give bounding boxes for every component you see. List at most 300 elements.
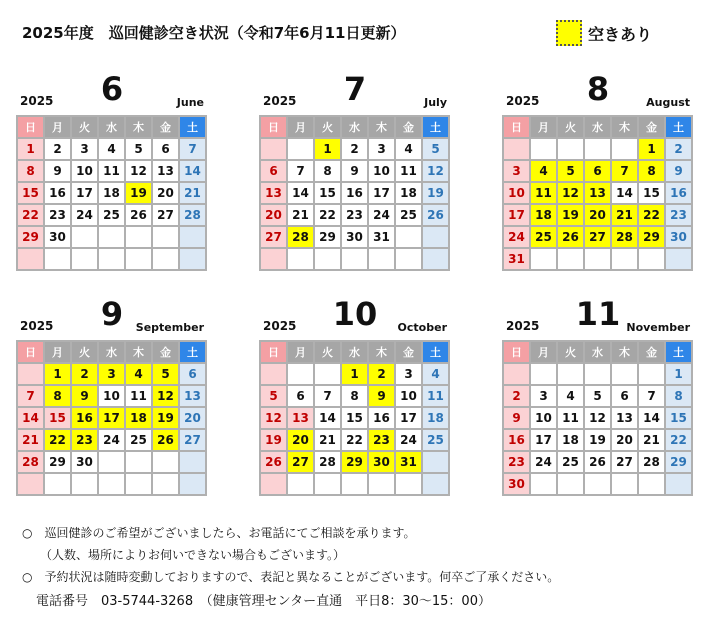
- day-cell: [611, 363, 638, 385]
- day-cell: 30: [665, 226, 692, 248]
- calendar-month-number: 11: [575, 295, 621, 333]
- day-cell: 16: [341, 182, 368, 204]
- day-cell: 25: [125, 429, 152, 451]
- day-cell: 11: [422, 385, 449, 407]
- note-line: ○ 巡回健診のご希望がございましたら、お電話にてご相談を承ります。: [22, 526, 416, 540]
- day-cell: [152, 451, 179, 473]
- day-cell: 14: [287, 182, 314, 204]
- weekday-header: 木: [125, 341, 152, 363]
- weekday-header: 金: [395, 116, 422, 138]
- day-cell: 14: [179, 160, 206, 182]
- day-cell: 4: [422, 363, 449, 385]
- day-cell: 24: [503, 226, 530, 248]
- day-cell: 2: [71, 363, 98, 385]
- day-cell: 29: [44, 451, 71, 473]
- weekday-header: 水: [584, 341, 611, 363]
- day-cell: 16: [44, 182, 71, 204]
- day-cell: [125, 473, 152, 495]
- day-cell: 10: [530, 407, 557, 429]
- day-cell: 26: [584, 451, 611, 473]
- day-cell: 1: [341, 363, 368, 385]
- day-cell: 28: [314, 451, 341, 473]
- day-cell: 25: [557, 451, 584, 473]
- day-cell: 7: [611, 160, 638, 182]
- day-cell: [125, 226, 152, 248]
- weekday-header: 日: [260, 341, 287, 363]
- day-cell: 3: [368, 138, 395, 160]
- day-cell: 28: [638, 451, 665, 473]
- day-cell: 21: [314, 429, 341, 451]
- day-cell: [287, 363, 314, 385]
- day-cell: [665, 473, 692, 495]
- weekday-header: 月: [530, 116, 557, 138]
- day-cell: 9: [71, 385, 98, 407]
- day-cell: 9: [665, 160, 692, 182]
- day-cell: 1: [17, 138, 44, 160]
- day-cell: 29: [17, 226, 44, 248]
- note-line: ○ 予約状況は随時変動しておりますので、表記と異なることがございます。何卒ご了承ください。: [22, 570, 560, 584]
- day-cell: 10: [98, 385, 125, 407]
- day-cell: [368, 473, 395, 495]
- day-cell: 27: [611, 451, 638, 473]
- weekday-header: 水: [98, 116, 125, 138]
- day-cell: 2: [368, 363, 395, 385]
- weekday-header: 木: [611, 341, 638, 363]
- day-cell: 21: [287, 204, 314, 226]
- weekday-header: 土: [422, 341, 449, 363]
- day-cell: 29: [341, 451, 368, 473]
- day-cell: [125, 451, 152, 473]
- day-cell: 26: [260, 451, 287, 473]
- notes: [22, 522, 559, 588]
- day-cell: 31: [503, 248, 530, 270]
- day-cell: 8: [314, 160, 341, 182]
- day-cell: 23: [71, 429, 98, 451]
- day-cell: [287, 248, 314, 270]
- weekday-header: 水: [98, 341, 125, 363]
- day-cell: [341, 473, 368, 495]
- day-cell: 22: [44, 429, 71, 451]
- day-cell: 11: [98, 160, 125, 182]
- day-cell: 6: [611, 385, 638, 407]
- day-cell: [314, 248, 341, 270]
- day-cell: [71, 226, 98, 248]
- day-cell: [314, 473, 341, 495]
- day-cell: [260, 138, 287, 160]
- day-cell: 27: [260, 226, 287, 248]
- day-cell: 21: [638, 429, 665, 451]
- day-cell: 20: [260, 204, 287, 226]
- weekday-header: 日: [503, 116, 530, 138]
- weekday-header: 月: [287, 116, 314, 138]
- day-cell: 4: [530, 160, 557, 182]
- weekday-header: 日: [17, 341, 44, 363]
- day-cell: 6: [260, 160, 287, 182]
- day-cell: 23: [44, 204, 71, 226]
- day-cell: [17, 248, 44, 270]
- day-cell: 26: [125, 204, 152, 226]
- day-cell: 14: [638, 407, 665, 429]
- day-cell: [584, 473, 611, 495]
- day-cell: 26: [422, 204, 449, 226]
- day-cell: 10: [395, 385, 422, 407]
- weekday-header: 日: [17, 116, 44, 138]
- day-cell: 7: [287, 160, 314, 182]
- weekday-header: 土: [422, 116, 449, 138]
- day-cell: 15: [17, 182, 44, 204]
- page-title: 2025年度 巡回健診空き状況（令和7年6月11日更新）: [22, 24, 406, 42]
- day-cell: 8: [341, 385, 368, 407]
- day-cell: 18: [557, 429, 584, 451]
- calendar-month-number: 9: [100, 295, 124, 333]
- day-cell: 24: [71, 204, 98, 226]
- legend-swatch: [556, 20, 582, 46]
- day-cell: 6: [584, 160, 611, 182]
- calendar-month-number: 6: [100, 70, 124, 108]
- day-cell: 30: [341, 226, 368, 248]
- phone-info: 電話番号 03-5744-3268 （健康管理センター直通 平日8：30～15：00）: [36, 594, 491, 609]
- day-cell: [98, 451, 125, 473]
- day-cell: [557, 473, 584, 495]
- day-cell: 18: [422, 407, 449, 429]
- day-cell: [395, 248, 422, 270]
- day-cell: 1: [638, 138, 665, 160]
- day-cell: [44, 473, 71, 495]
- day-cell: 31: [368, 226, 395, 248]
- weekday-header: 木: [611, 116, 638, 138]
- day-cell: 6: [179, 363, 206, 385]
- day-cell: [584, 138, 611, 160]
- day-cell: 22: [638, 204, 665, 226]
- day-cell: 9: [368, 385, 395, 407]
- day-cell: [530, 248, 557, 270]
- calendar-month-name: June: [176, 96, 204, 109]
- day-cell: 11: [395, 160, 422, 182]
- day-cell: 3: [71, 138, 98, 160]
- weekday-header: 木: [125, 116, 152, 138]
- day-cell: [98, 473, 125, 495]
- day-cell: [638, 363, 665, 385]
- day-cell: 8: [638, 160, 665, 182]
- day-cell: 5: [152, 363, 179, 385]
- day-cell: 19: [584, 429, 611, 451]
- day-cell: [17, 363, 44, 385]
- day-cell: 5: [260, 385, 287, 407]
- day-cell: 1: [665, 363, 692, 385]
- day-cell: 19: [125, 182, 152, 204]
- day-cell: 21: [17, 429, 44, 451]
- day-cell: 25: [530, 226, 557, 248]
- day-cell: 18: [395, 182, 422, 204]
- day-cell: 25: [98, 204, 125, 226]
- day-cell: [179, 473, 206, 495]
- day-cell: [287, 473, 314, 495]
- day-cell: 2: [503, 385, 530, 407]
- day-cell: [260, 363, 287, 385]
- weekday-header: 木: [368, 116, 395, 138]
- day-cell: [125, 248, 152, 270]
- day-cell: 15: [341, 407, 368, 429]
- weekday-header: 火: [557, 116, 584, 138]
- calendar-month-name: July: [424, 96, 447, 109]
- day-cell: 19: [557, 204, 584, 226]
- weekday-header: 日: [260, 116, 287, 138]
- day-cell: 20: [611, 429, 638, 451]
- day-cell: 5: [422, 138, 449, 160]
- day-cell: 20: [152, 182, 179, 204]
- weekday-header: 金: [638, 341, 665, 363]
- calendar-month-name: August: [646, 96, 690, 109]
- day-cell: [638, 473, 665, 495]
- day-cell: 28: [287, 226, 314, 248]
- day-cell: 18: [98, 182, 125, 204]
- day-cell: [530, 138, 557, 160]
- weekday-header: 月: [530, 341, 557, 363]
- weekday-header: 金: [638, 116, 665, 138]
- weekday-header: 土: [665, 341, 692, 363]
- day-cell: 27: [584, 226, 611, 248]
- day-cell: [584, 248, 611, 270]
- day-cell: 30: [71, 451, 98, 473]
- day-cell: 5: [125, 138, 152, 160]
- day-cell: [260, 248, 287, 270]
- day-cell: 18: [125, 407, 152, 429]
- day-cell: 29: [665, 451, 692, 473]
- weekday-header: 火: [314, 341, 341, 363]
- day-cell: 17: [71, 182, 98, 204]
- day-cell: 17: [368, 182, 395, 204]
- day-cell: 23: [341, 204, 368, 226]
- legend: [556, 20, 652, 46]
- weekday-header: 月: [287, 341, 314, 363]
- calendar-month-name: October: [397, 321, 447, 334]
- day-cell: 11: [557, 407, 584, 429]
- calendar-grid: [502, 115, 693, 271]
- day-cell: 11: [125, 385, 152, 407]
- day-cell: [17, 473, 44, 495]
- day-cell: 12: [260, 407, 287, 429]
- day-cell: 22: [314, 204, 341, 226]
- day-cell: [98, 226, 125, 248]
- calendar-year: 2025: [506, 94, 540, 108]
- weekday-header: 日: [503, 341, 530, 363]
- day-cell: [422, 226, 449, 248]
- day-cell: 8: [665, 385, 692, 407]
- day-cell: 17: [395, 407, 422, 429]
- day-cell: 7: [179, 138, 206, 160]
- day-cell: 19: [152, 407, 179, 429]
- day-cell: [503, 138, 530, 160]
- calendar-grid: [16, 115, 207, 271]
- calendar-year: 2025: [263, 94, 297, 108]
- day-cell: 21: [611, 204, 638, 226]
- day-cell: 6: [287, 385, 314, 407]
- day-cell: 14: [611, 182, 638, 204]
- day-cell: 18: [530, 204, 557, 226]
- day-cell: 19: [260, 429, 287, 451]
- calendar-month-name: September: [135, 321, 204, 334]
- day-cell: 26: [152, 429, 179, 451]
- weekday-header: 火: [557, 341, 584, 363]
- day-cell: 3: [503, 160, 530, 182]
- day-cell: 13: [179, 385, 206, 407]
- day-cell: 30: [368, 451, 395, 473]
- day-cell: 17: [503, 204, 530, 226]
- day-cell: 2: [341, 138, 368, 160]
- day-cell: [665, 248, 692, 270]
- day-cell: 20: [584, 204, 611, 226]
- day-cell: 13: [584, 182, 611, 204]
- weekday-header: 月: [44, 116, 71, 138]
- weekday-header: 金: [395, 341, 422, 363]
- day-cell: 23: [368, 429, 395, 451]
- day-cell: 13: [260, 182, 287, 204]
- calendar-month-number: 8: [586, 70, 610, 108]
- day-cell: [152, 226, 179, 248]
- day-cell: 22: [341, 429, 368, 451]
- day-cell: 16: [503, 429, 530, 451]
- day-cell: 30: [44, 226, 71, 248]
- day-cell: 16: [71, 407, 98, 429]
- day-cell: [395, 473, 422, 495]
- note-line: （人数、場所によりお伺いできない場合もございます。）: [22, 548, 346, 562]
- day-cell: [638, 248, 665, 270]
- day-cell: [503, 363, 530, 385]
- day-cell: [341, 248, 368, 270]
- day-cell: 22: [17, 204, 44, 226]
- day-cell: 28: [179, 204, 206, 226]
- day-cell: [179, 226, 206, 248]
- day-cell: 3: [530, 385, 557, 407]
- weekday-header: 月: [44, 341, 71, 363]
- day-cell: 16: [368, 407, 395, 429]
- day-cell: 12: [584, 407, 611, 429]
- day-cell: 3: [395, 363, 422, 385]
- day-cell: 7: [17, 385, 44, 407]
- calendar-month-number: 10: [332, 295, 378, 333]
- day-cell: 12: [152, 385, 179, 407]
- day-cell: 8: [44, 385, 71, 407]
- weekday-header: 金: [152, 341, 179, 363]
- calendar-grid: [502, 340, 693, 496]
- day-cell: 27: [287, 451, 314, 473]
- day-cell: [557, 138, 584, 160]
- weekday-header: 土: [665, 116, 692, 138]
- day-cell: 10: [71, 160, 98, 182]
- day-cell: [395, 226, 422, 248]
- day-cell: [557, 363, 584, 385]
- day-cell: [314, 363, 341, 385]
- day-cell: 4: [395, 138, 422, 160]
- day-cell: 12: [557, 182, 584, 204]
- day-cell: 17: [530, 429, 557, 451]
- day-cell: 13: [152, 160, 179, 182]
- calendar-grid: [259, 340, 450, 496]
- day-cell: [287, 138, 314, 160]
- day-cell: 8: [17, 160, 44, 182]
- day-cell: 4: [125, 363, 152, 385]
- weekday-header: 土: [179, 116, 206, 138]
- day-cell: 21: [179, 182, 206, 204]
- day-cell: 30: [503, 473, 530, 495]
- day-cell: [422, 473, 449, 495]
- day-cell: 17: [98, 407, 125, 429]
- day-cell: [152, 248, 179, 270]
- day-cell: [260, 473, 287, 495]
- day-cell: 19: [422, 182, 449, 204]
- day-cell: 5: [584, 385, 611, 407]
- day-cell: [44, 248, 71, 270]
- day-cell: [98, 248, 125, 270]
- day-cell: 20: [179, 407, 206, 429]
- day-cell: [584, 363, 611, 385]
- day-cell: [71, 248, 98, 270]
- day-cell: [179, 451, 206, 473]
- day-cell: 26: [557, 226, 584, 248]
- calendar-year: 2025: [263, 319, 297, 333]
- day-cell: 15: [314, 182, 341, 204]
- day-cell: 14: [314, 407, 341, 429]
- calendar-grid: [259, 115, 450, 271]
- weekday-header: 土: [179, 341, 206, 363]
- weekday-header: 火: [314, 116, 341, 138]
- day-cell: 1: [44, 363, 71, 385]
- day-cell: 29: [638, 226, 665, 248]
- day-cell: 24: [395, 429, 422, 451]
- day-cell: 2: [44, 138, 71, 160]
- day-cell: 11: [530, 182, 557, 204]
- day-cell: [422, 248, 449, 270]
- day-cell: 14: [17, 407, 44, 429]
- day-cell: [71, 473, 98, 495]
- day-cell: 29: [314, 226, 341, 248]
- day-cell: [611, 138, 638, 160]
- day-cell: 12: [125, 160, 152, 182]
- weekday-header: 木: [368, 341, 395, 363]
- day-cell: [557, 248, 584, 270]
- day-cell: 3: [98, 363, 125, 385]
- day-cell: 27: [179, 429, 206, 451]
- day-cell: 1: [314, 138, 341, 160]
- day-cell: [611, 248, 638, 270]
- day-cell: 6: [152, 138, 179, 160]
- day-cell: 23: [503, 451, 530, 473]
- weekday-header: 金: [152, 116, 179, 138]
- day-cell: 28: [17, 451, 44, 473]
- day-cell: [179, 248, 206, 270]
- weekday-header: 水: [584, 116, 611, 138]
- day-cell: 9: [44, 160, 71, 182]
- day-cell: 4: [557, 385, 584, 407]
- day-cell: 7: [638, 385, 665, 407]
- day-cell: 24: [368, 204, 395, 226]
- day-cell: 22: [665, 429, 692, 451]
- day-cell: 12: [422, 160, 449, 182]
- day-cell: [611, 473, 638, 495]
- calendar-year: 2025: [20, 94, 54, 108]
- day-cell: 20: [287, 429, 314, 451]
- day-cell: 15: [665, 407, 692, 429]
- day-cell: [368, 248, 395, 270]
- weekday-header: 火: [71, 116, 98, 138]
- day-cell: [422, 451, 449, 473]
- weekday-header: 水: [341, 116, 368, 138]
- day-cell: 4: [98, 138, 125, 160]
- calendar-month-number: 7: [343, 70, 367, 108]
- day-cell: 10: [368, 160, 395, 182]
- weekday-header: 水: [341, 341, 368, 363]
- day-cell: 27: [152, 204, 179, 226]
